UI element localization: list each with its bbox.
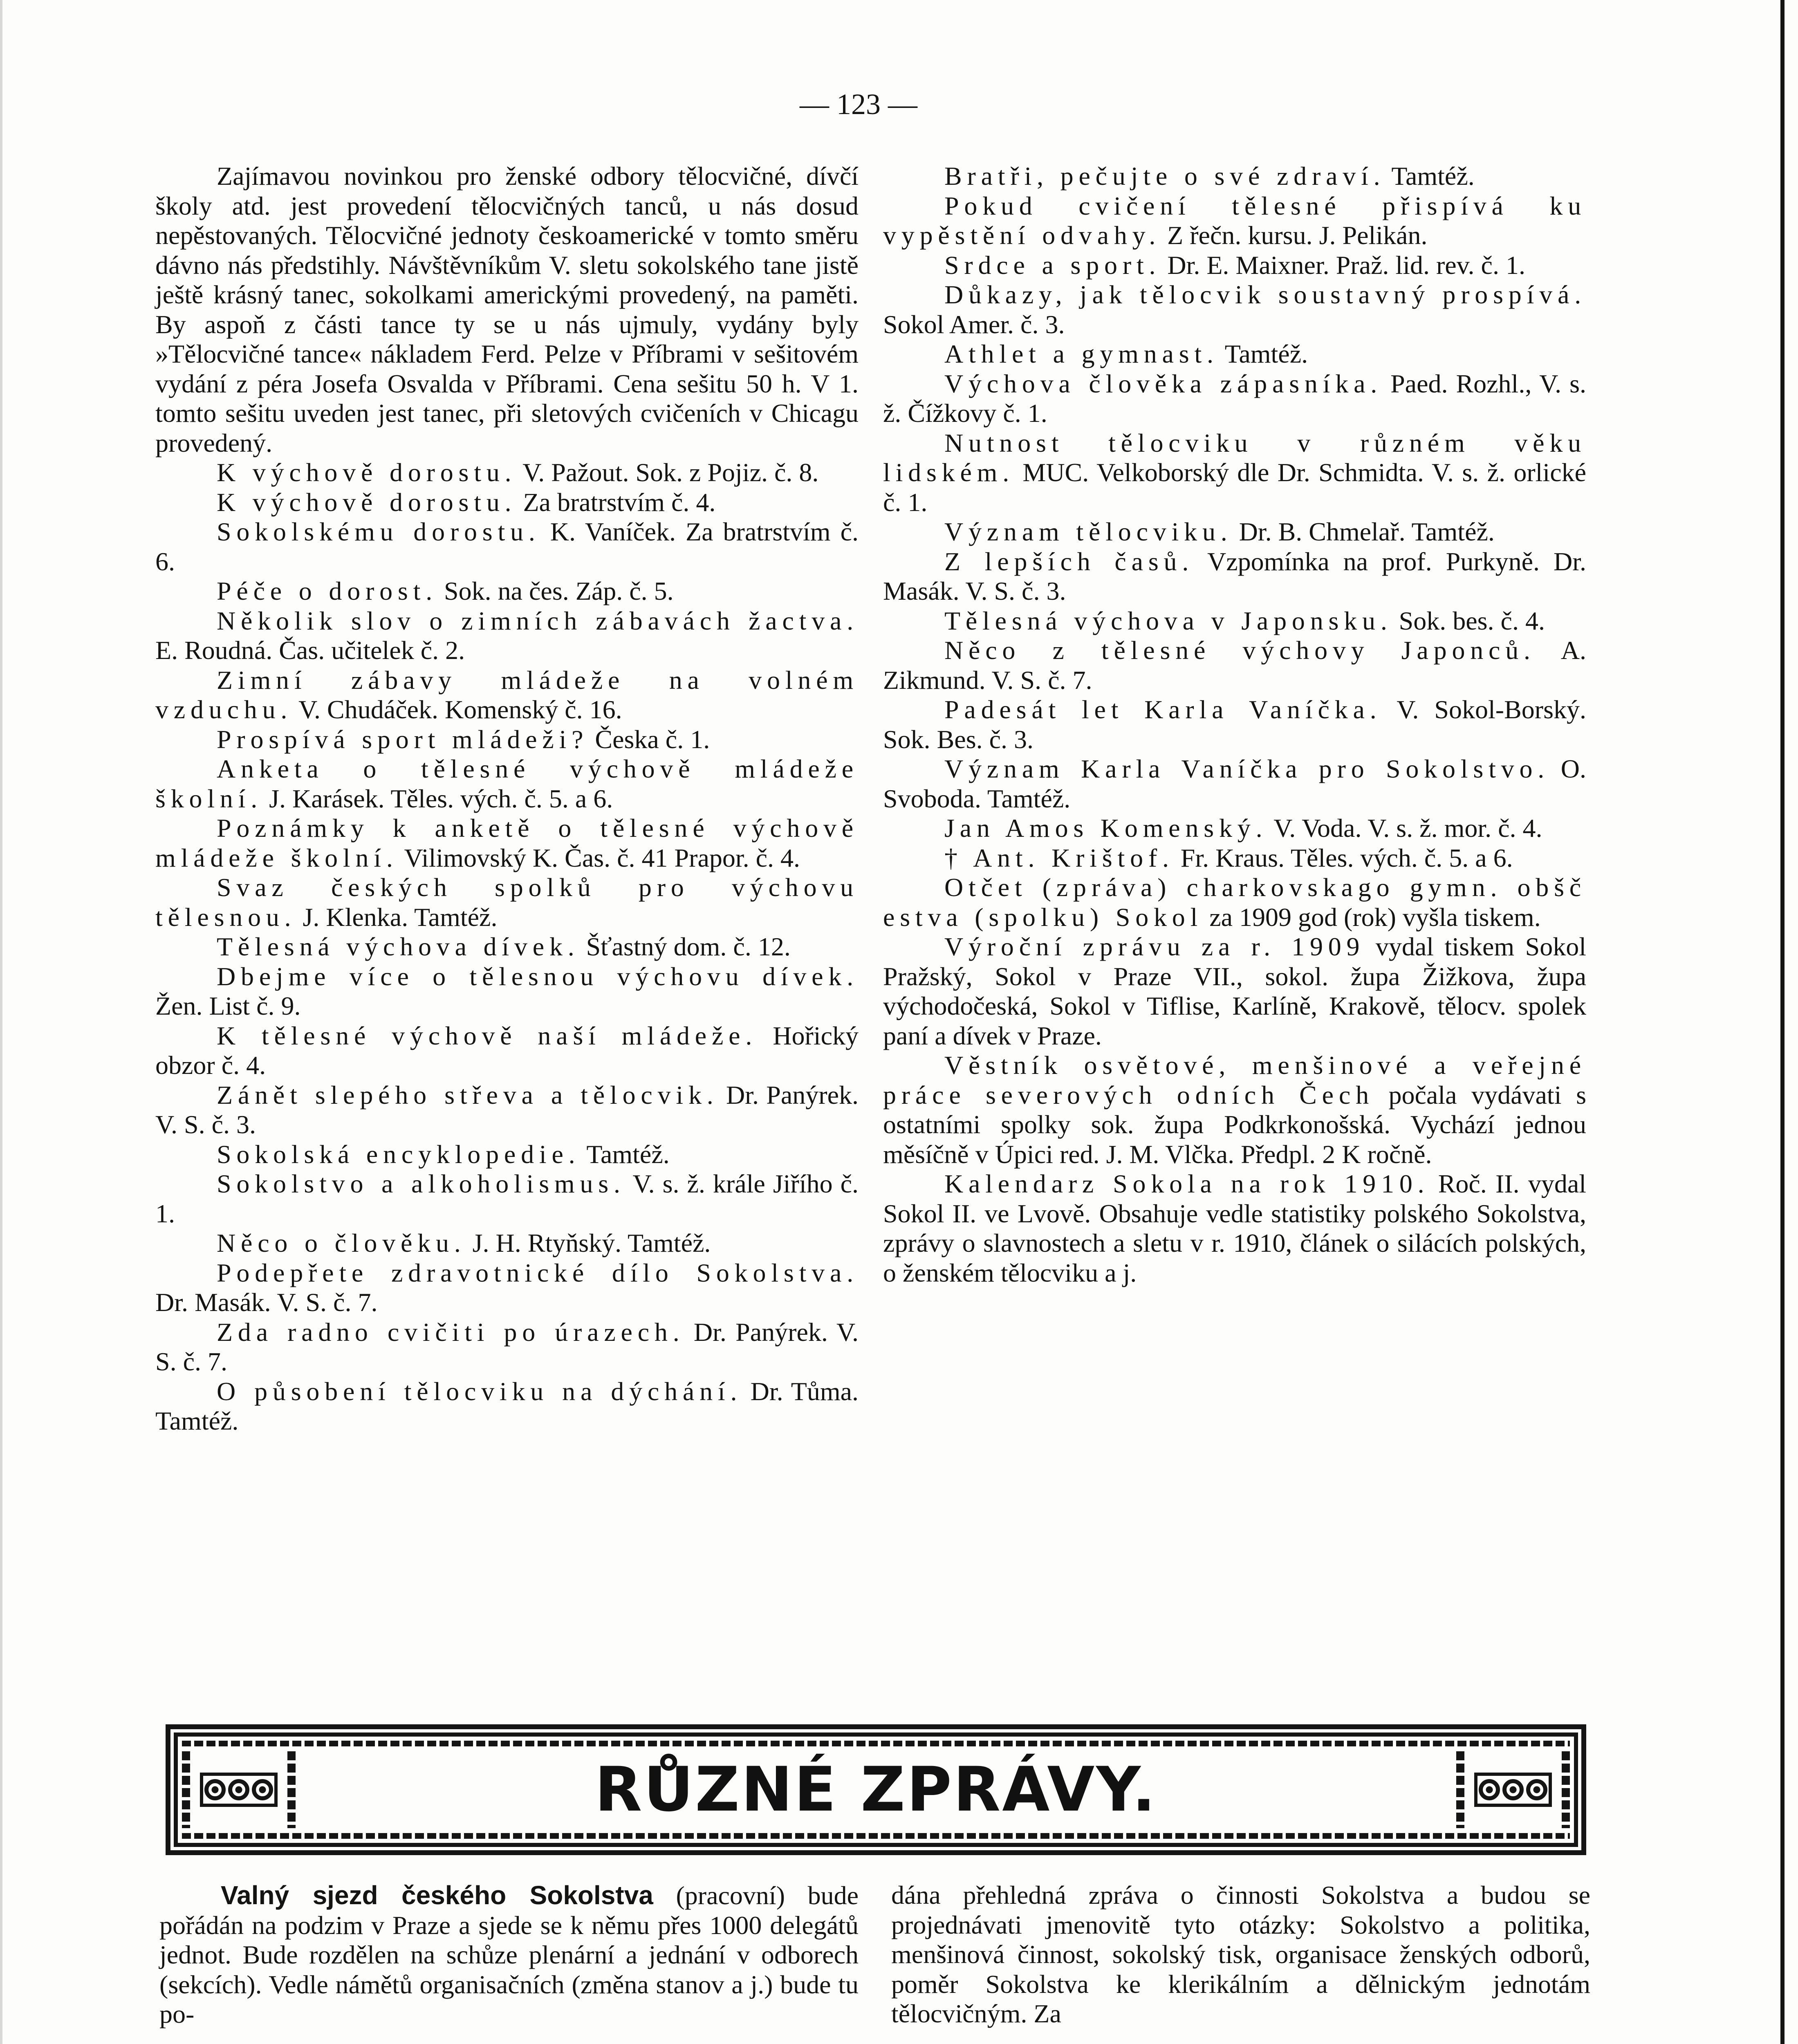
entry-title: Věstník osvětové, menšinové a veřejné práce severových odních Čech [883, 1051, 1586, 1109]
list-item [155, 488, 859, 518]
entry-text: J. Klenka. Tamtéž. [303, 902, 498, 932]
list-item [155, 754, 859, 814]
entry-text: Sok. bes. č. 4. [1399, 606, 1545, 635]
entry-title: Důkazy, jak tělocvik soustavný prospívá. [944, 280, 1586, 309]
entry-title: Sokolskému dorostu. [217, 517, 540, 546]
banner-ornament-left [179, 1751, 298, 1828]
list-item [155, 962, 859, 1021]
list-item [883, 280, 1586, 339]
entry-title: Sokolská encyklopedie. [217, 1139, 581, 1169]
span [204, 1779, 226, 1800]
list-item [883, 1051, 1586, 1169]
entry-text: O. Svoboda. Tamtéž. [883, 754, 1587, 813]
banner-dash-border [182, 1741, 1570, 1746]
entry-title: Z lepších časů. [944, 547, 1194, 576]
list-item [883, 1169, 1586, 1288]
section-banner [166, 1724, 1586, 1855]
list-item [883, 428, 1586, 518]
entry-text: V. Chudáček. Komenský č. 16. [298, 695, 622, 724]
entry-text: K. Vaníček. Za bratrstvím č. 6. [155, 517, 859, 576]
list-item [883, 191, 1586, 251]
span [252, 1779, 273, 1800]
list-item [155, 517, 859, 576]
list-item [883, 369, 1586, 428]
list-item [155, 576, 859, 606]
list-item [155, 873, 859, 932]
list-item [883, 161, 1586, 191]
news-paragraph [891, 1880, 1590, 2029]
list-item [155, 814, 859, 873]
entry-title: Otčet (zpráva) charkovskago gymn. obšč estva (spolku) Sokol [883, 873, 1586, 932]
banner-dash-border [182, 1833, 1570, 1839]
entry-title: Něco o člověku. [217, 1228, 466, 1257]
span [1479, 1779, 1500, 1800]
entry-text: Vilimovský K. Čas. č. 41 Prapor. č. 4. [404, 843, 800, 872]
entry-title: Nutnost tělocviku v různém věku lidském. [883, 428, 1586, 487]
rail [287, 1751, 296, 1828]
list-item [883, 814, 1586, 843]
page-edge [0, 0, 2, 2044]
entry-text: Vzpomínka na prof. Purkyně. Dr. Masák. V. S. č. 3. [883, 547, 1587, 605]
list-item [155, 1169, 859, 1228]
entry-text: Dr. Panýrek. V. S. č. 7. [155, 1317, 859, 1376]
entry-text: Z řečn. kursu. J. Pelikán. [1167, 221, 1428, 250]
entry-text: Dr. Panýrek. V. S. č. 3. [155, 1080, 859, 1139]
entry-title: Význam tělocviku. [944, 517, 1233, 546]
list-item [155, 1228, 859, 1258]
entry-text: V. Pažout. Sok. z Pojiz. č. 8. [522, 458, 819, 487]
entry-text: za 1909 god (rok) vyšla tiskem. [1209, 902, 1541, 932]
entry-text: MUC. Velkoborský dle Dr. Schmidta. V. s. ž. orlické č. 1. [883, 458, 1587, 517]
list-item [883, 695, 1586, 754]
intro-paragraph [155, 161, 859, 458]
entry-title: Dbejme více o tělesnou výchovu dívek. [217, 961, 859, 991]
list-item [155, 932, 859, 962]
entry-text: J. Karásek. Těles. vých. č. 5. a 6. [269, 784, 613, 813]
entry-text: Tamtéž. [1224, 339, 1308, 368]
list-item [883, 606, 1586, 636]
entry-text: Roč. II. vydal Sokol II. ve Lvově. Obsahuje vedle statistiky polského Sokolstva, zprávy o slavnostech a sletu v r. 1910, článek o silácích polských, o ženském tělocviku a j. [883, 1169, 1587, 1287]
entry-text: Dr. E. Maixner. Praž. lid. rev. č. 1. [1167, 250, 1525, 280]
entry-text: J. H. Rtyňský. Tamtéž. [472, 1228, 711, 1257]
entry-text: Tamtéž. [586, 1139, 670, 1169]
entry-title: Jan Amos Komenský. [944, 814, 1268, 843]
entry-text: Česka č. 1. [595, 724, 710, 754]
entry-text: Žen. List č. 9. [155, 991, 301, 1020]
list-item [155, 458, 859, 488]
entry-text: A. Zikmund. V. S. č. 7. [883, 636, 1586, 695]
entry-title: Prospívá sport mládeži? [217, 724, 589, 754]
entry-text: Za bratrstvím č. 4. [523, 487, 716, 517]
entry-title: Kalendarz Sokola na rok 1910. [944, 1169, 1430, 1198]
entry-text: Šťastný dom. č. 12. [586, 932, 791, 961]
right-column [883, 161, 1586, 1288]
entry-title: K výchově dorostu. [217, 487, 517, 517]
entry-title: Padesát let Karla Vaníčka. [944, 695, 1382, 724]
entry-title: Srdce a sport. [944, 250, 1161, 280]
ornament-icon [1474, 1773, 1552, 1807]
entry-title: Péče o dorost. [217, 576, 438, 605]
entry-title: Athlet a gymnast. [944, 339, 1219, 368]
news-column-right [891, 1880, 1590, 2029]
entry-title: Bratři, pečujte o své zdraví. [944, 161, 1385, 191]
list-item [883, 339, 1586, 369]
entry-text: Fr. Kraus. Těles. vých. č. 5. a 6. [1180, 843, 1513, 872]
entry-title: Tělesná výchova v Japonsku. [944, 606, 1392, 635]
rail [1456, 1751, 1464, 1828]
list-item [155, 1318, 859, 1377]
rail [1562, 1751, 1570, 1828]
section-title: RŮZNÉ ZPRÁVY. [594, 1754, 1157, 1825]
entry-title: Sokolstvo a alkoholismus. [217, 1169, 625, 1198]
span [1526, 1779, 1547, 1800]
list-item [155, 1377, 859, 1436]
entry-title: Zánět slepého střeva a tělocvik. [217, 1080, 719, 1109]
entry-title: Něco z tělesné výchovy Japonců. [944, 636, 1536, 665]
list-item [883, 517, 1586, 547]
entry-title: Svaz českých spolků pro výchovu tělesnou. [155, 873, 859, 932]
entry-title: Zimní zábavy mládeže na volném vzduchu. [155, 665, 859, 724]
entry-title: Anketa o tělesné výchově mládeže školní. [155, 754, 859, 813]
entry-title: † Ant. Krištof. [944, 843, 1174, 872]
entry-title: Poznámky k anketě o tělesné výchově mládeže školní. [155, 814, 859, 872]
entry-text: Paed. Rozhl., V. s. ž. Čížkovy č. 1. [883, 369, 1586, 428]
page-number: — 123 — [800, 88, 917, 121]
entry-title: Výroční zprávu za r. 1909 [944, 932, 1365, 961]
list-item [883, 547, 1586, 606]
entry-text: Hořický obzor č. 4. [155, 1021, 859, 1080]
entry-title: Význam Karla Vaníčka pro Sokolstvo. [944, 754, 1550, 783]
entry-text: Sokol Amer. č. 3. [883, 309, 1065, 339]
news-paragraph [159, 1880, 859, 2029]
entry-text: počala vydávati s ostatními spolky sok. župa Podkrkonošská. Vychází jednou měsíčně v Úpici red. J. M. Vlčka. Předpl. 2 K ročně. [883, 1080, 1586, 1169]
entry-text: V. Voda. V. s. ž. mor. č. 4. [1273, 814, 1542, 843]
news-lead: Valný sjezd českého Sokolstva [221, 1880, 653, 1910]
entry-text: Sok. na čes. Záp. č. 5. [444, 576, 674, 605]
rail [182, 1751, 190, 1828]
list-item [883, 251, 1586, 280]
entry-title: Výchova člověka zápasníka. [944, 369, 1383, 398]
banner-ornament-right [1454, 1751, 1572, 1828]
entry-text: V. s. ž. krále Jiřího č. 1. [155, 1169, 859, 1228]
entry-text: Dr. Masák. V. S. č. 7. [155, 1288, 378, 1317]
list-item [155, 1140, 859, 1170]
entry-text: Tamtéž. [1391, 161, 1475, 191]
span [1502, 1779, 1524, 1800]
list-item [155, 606, 859, 666]
entry-title: K tělesné výchově naší mládeže. [217, 1021, 758, 1050]
entry-title: Několik slov o zimních zábavách žactva. [217, 606, 859, 635]
entry-text: Dr. Tůma. Tamtéž. [155, 1376, 859, 1435]
entry-title: Pokud cvičení tělesné přispívá ku vypěstění odvahy. [883, 191, 1586, 250]
news-text: dána přehledná zpráva o činnosti Sokolstva a budou se projednávati jmenovitě tyto otázky: Sokolstvo a politika, menšinová činnost, sokolský tisk, organisace ženských odborů, poměr Sokolstva ke klerikálním a dělnickým jednotám tělocvičným. Za [891, 1880, 1590, 2028]
left-column [155, 161, 859, 1436]
entry-title: K výchově dorostu. [217, 458, 517, 487]
list-item [155, 1258, 859, 1318]
entry-title: Zda radno cvičiti po úrazech. [217, 1317, 685, 1347]
list-item [155, 1021, 859, 1080]
entry-text: Dr. B. Chmelař. Tamtéž. [1239, 517, 1495, 546]
list-item [883, 843, 1586, 873]
entry-text: vydal tiskem Sokol Pražský, Sokol v Praze VII., sokol. župa Žižkova, župa východočeská, Sokol v Tiflise, Karlíně, Krakově, tělocv. spolek paní a dívek v Praze. [883, 932, 1587, 1050]
entry-text: Zajímavou novinkou pro ženské odbory tělocvičné, dívčí školy atd. jest provedení tělocvičných tanců, u nás dosud nepěstovaných. Tělocvičné jednoty českoamerické v tomto směru dávno nás předstihly. Návštěvníkům V. sletu sokolského tane jistě ještě krásný tanec, sokolkami americkými provedený, na paměti. By aspoň z části tance ty se u nás ujmuly, vydány byly »Tělocvičné tance« nákladem Ferd. Pelze v Příbrami v sešitovém vydání z péra Josefa Osvalda v Příbrami. Cena sešitu 50 h. V 1. tomto sešitu uveden jest tanec, při sletových cvičeních v Chicagu provedený. [155, 161, 859, 457]
entry-title: O působení tělocviku na dýchání. [217, 1376, 742, 1406]
news-column-left [159, 1880, 859, 2029]
list-item [883, 754, 1586, 814]
page-border [1780, 0, 1785, 2044]
ornament-icon [200, 1773, 278, 1807]
span [228, 1779, 249, 1800]
entry-text: E. Roudná. Čas. učitelek č. 2. [155, 636, 465, 665]
entry-title: Tělesná výchova dívek. [217, 932, 580, 961]
list-item [883, 873, 1586, 932]
list-item [883, 636, 1586, 695]
list-item [883, 932, 1586, 1051]
list-item [155, 1080, 859, 1140]
news-text: (pracovní) bude pořádán na podzim v Praze a sjede se k němu přes 1000 delegátů jednot. Bude rozdělen na schůze plenární a jednání v odborech (sekcích). Vedle námětů organisačních (změna stanov a j.) bude tu po- [159, 1881, 859, 2028]
entry-text: V. Sokol-Borský. Sok. Bes. č. 3. [883, 695, 1586, 754]
list-item [155, 666, 859, 725]
list-item [155, 725, 859, 755]
entry-title: Podepřete zdravotnické dílo Sokolstva. [217, 1258, 859, 1287]
